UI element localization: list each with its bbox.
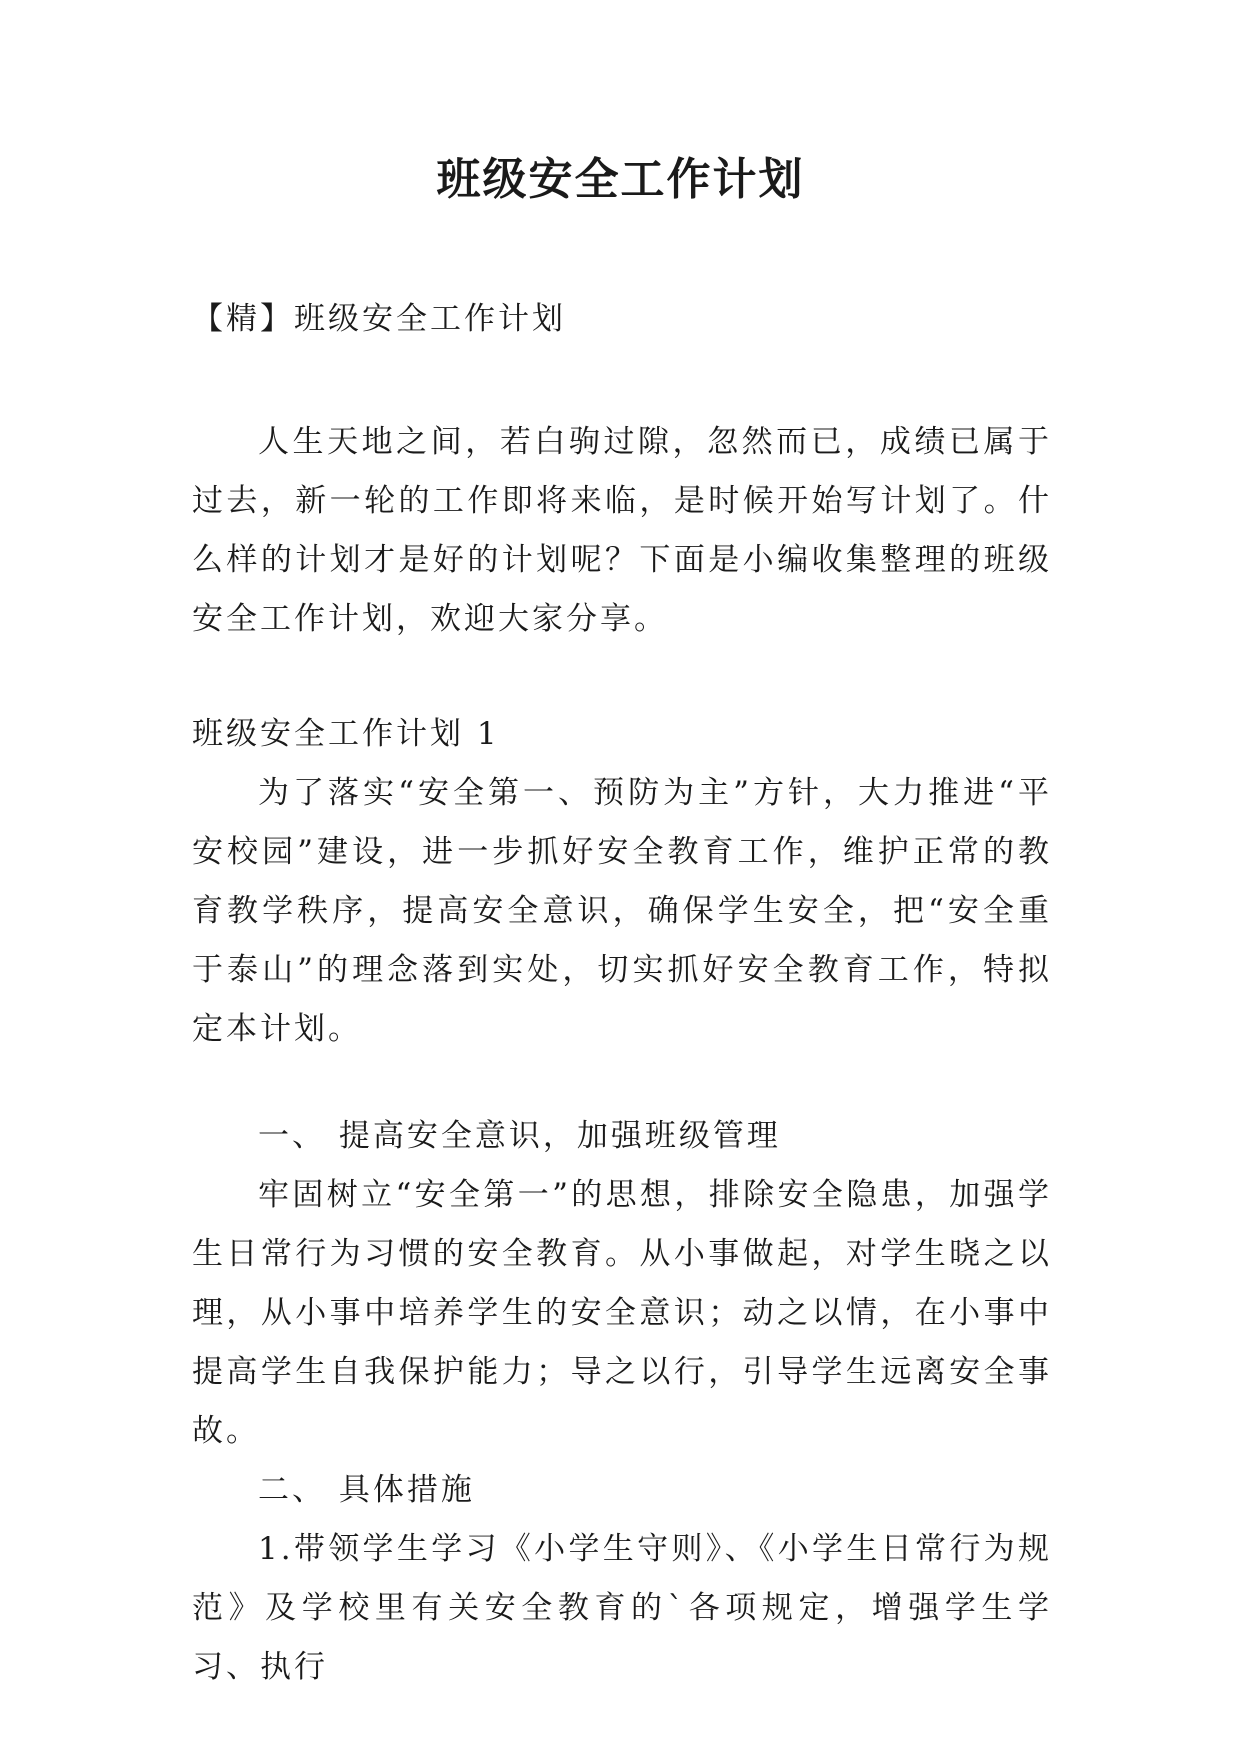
plan-intro-paragraph: 为了落实“安全第一、预防为主”方针，大力推进“平安校园”建设，进一步抓好安全教育工作，维护正常的教育教学秩序，提高安全意识，确保学生安全，把“安全重于泰山”的理念落到实处，切实抓好安全教育工作，特拟定本计划。 — [192, 775, 1052, 1047]
measure-1-paragraph: 1.带领学生学习《小学生守则》、《小学生日常行为规范》及学校里有关安全教育的`各项规定，增强学生学习、执行 — [192, 1531, 1052, 1685]
document-body — [192, 290, 1052, 1697]
document-title: 班级安全工作计划 — [436, 154, 805, 205]
document-subtitle: 【精】班级安全工作计划 — [192, 301, 566, 337]
section-1-heading: 一、 提高安全意识，加强班级管理 — [258, 1118, 781, 1154]
section-2-heading: 二、 具体措施 — [258, 1472, 475, 1508]
plan-heading: 班级安全工作计划 1 — [192, 716, 500, 752]
intro-paragraph: 人生天地之间，若白驹过隙，忽然而已，成绩已属于过去，新一轮的工作即将来临，是时候开始写计划了。什么样的计划才是好的计划呢？下面是小编收集整理的班级安全工作计划，欢迎大家分享。 — [192, 424, 1052, 637]
section-1-paragraph: 牢固树立“安全第一”的思想，排除安全隐患，加强学生日常行为习惯的安全教育。从小事做起，对学生晓之以理，从小事中培养学生的安全意识；动之以情，在小事中提高学生自我保护能力；导之以行，引导学生远离安全事故。 — [192, 1177, 1052, 1449]
